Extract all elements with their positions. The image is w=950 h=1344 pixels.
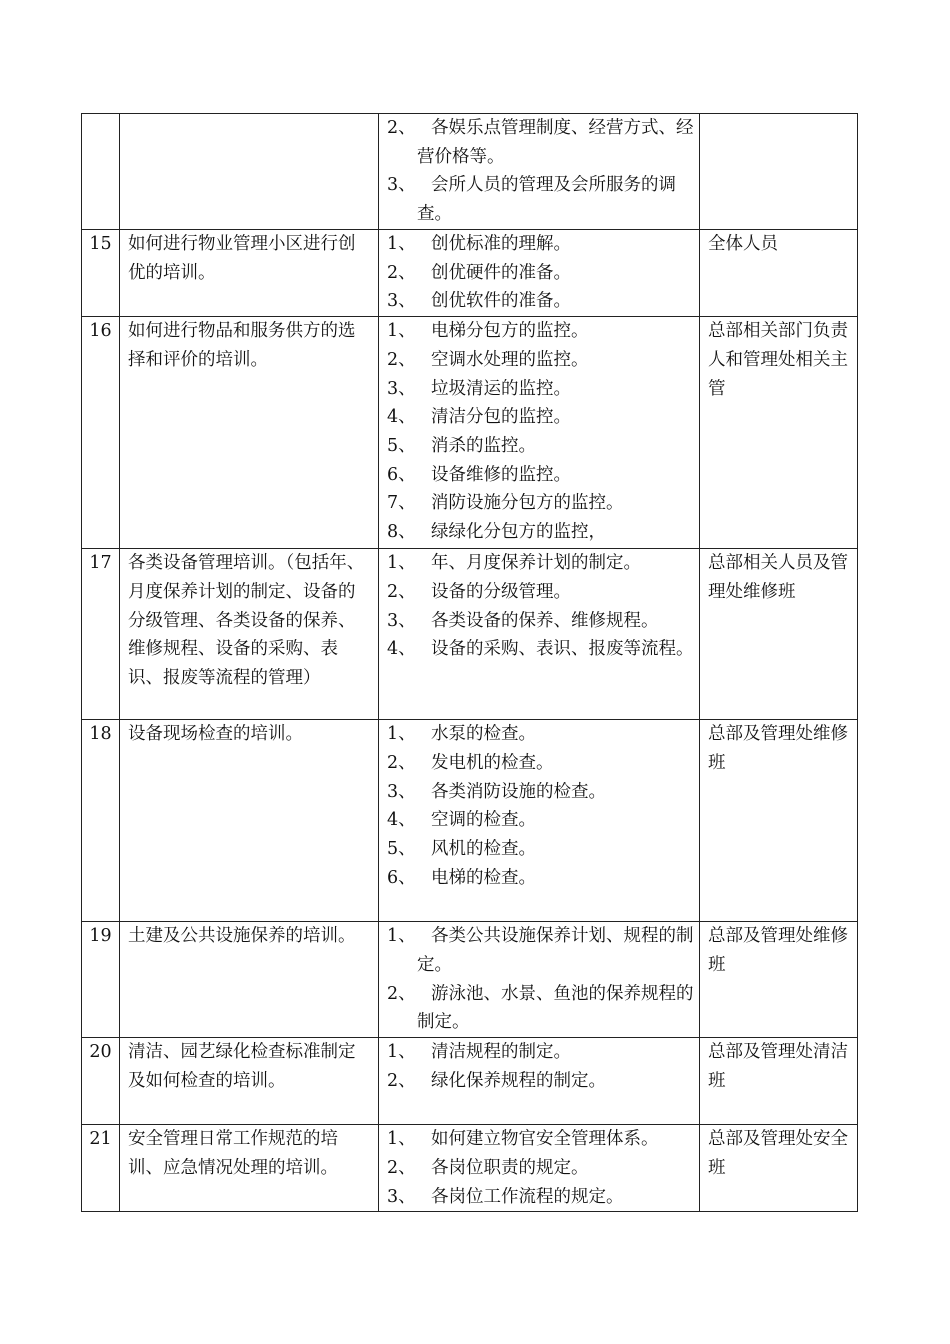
row-number: 16 (82, 317, 120, 549)
list-item (387, 489, 695, 518)
training-topic-cell (120, 1038, 379, 1125)
training-content-cell (379, 720, 700, 922)
list-item (387, 1125, 695, 1154)
list-item (387, 922, 695, 979)
training-content-cell (379, 230, 700, 317)
responsible-cell (700, 1125, 858, 1212)
item-text: 各类公共设施保养计划、规程的制定。 (417, 926, 694, 975)
list-item (387, 720, 695, 749)
row-number: 20 (82, 1038, 120, 1125)
table-row (82, 549, 858, 720)
item-number: 2、 (387, 983, 416, 1004)
item-number: 2、 (387, 752, 416, 773)
item-number: 3、 (387, 291, 416, 312)
list-item (387, 1154, 695, 1183)
responsible-party: 总部及管理处清洁班 (708, 1042, 848, 1091)
item-text: 设备的分级管理。 (431, 581, 571, 602)
list-item (387, 259, 695, 288)
row-number: 21 (82, 1125, 120, 1212)
training-topic-cell (120, 720, 379, 922)
item-number: 4、 (387, 810, 416, 831)
list-item (387, 518, 695, 547)
responsible-cell (700, 549, 858, 720)
responsible-cell (700, 1038, 858, 1125)
item-number: 6、 (387, 464, 416, 485)
responsible-party: 总部及管理处维修班 (708, 926, 848, 975)
item-text: 各类消防设施的检查。 (431, 781, 606, 802)
responsible-party: 全体人员 (708, 234, 778, 254)
list-item (387, 432, 695, 461)
item-number: 1、 (387, 553, 416, 574)
item-number: 7、 (387, 493, 416, 514)
table-row (82, 114, 858, 230)
list-item (387, 317, 695, 346)
item-text: 清洁分包的监控。 (431, 407, 571, 428)
list-item (387, 835, 695, 864)
item-text: 各岗位职责的规定。 (431, 1157, 589, 1178)
responsible-cell (700, 922, 858, 1038)
table-row (82, 1038, 858, 1125)
training-topic: 安全管理日常工作规范的培训、应急情况处理的培训。 (128, 1129, 338, 1178)
item-number: 4、 (387, 407, 416, 428)
item-number: 2、 (387, 349, 416, 370)
training-content-cell (379, 549, 700, 720)
item-number: 3、 (387, 1186, 416, 1207)
item-number: 2、 (387, 1157, 416, 1178)
responsible-party: 总部相关部门负责人和管理处相关主管 (708, 321, 848, 399)
item-text: 绿化保养规程的制定。 (431, 1070, 606, 1091)
item-number: 1、 (387, 1129, 416, 1150)
row-number: 18 (82, 720, 120, 922)
training-content-cell (379, 114, 700, 230)
item-text: 创优硬件的准备。 (431, 262, 571, 283)
training-content-cell (379, 317, 700, 549)
table-body (82, 114, 858, 1212)
list-item (387, 1067, 695, 1096)
training-content-cell (379, 1038, 700, 1125)
item-text: 创优标准的理解。 (431, 234, 571, 254)
item-text: 各娱乐点管理制度、经营方式、经营价格等。 (417, 118, 694, 167)
list-item (387, 578, 695, 607)
responsible-cell (700, 230, 858, 317)
row-number: 17 (82, 549, 120, 720)
item-text: 游泳池、水景、鱼池的保养规程的制定。 (417, 983, 694, 1033)
item-text: 设备的采购、表识、报废等流程。 (431, 639, 694, 660)
item-text: 消杀的监控。 (431, 435, 536, 456)
responsible-cell (700, 720, 858, 922)
item-text: 风机的检查。 (431, 838, 536, 859)
responsible-party: 总部及管理处维修班 (708, 724, 848, 773)
table-row (82, 922, 858, 1038)
item-number: 2、 (387, 1070, 416, 1091)
item-text: 消防设施分包方的监控。 (431, 493, 624, 514)
training-topic-cell (120, 922, 379, 1038)
item-number: 3、 (387, 175, 416, 196)
row-number (82, 114, 120, 230)
table-row (82, 1125, 858, 1212)
training-topic: 土建及公共设施保养的培训。 (128, 926, 356, 947)
item-number: 1、 (387, 1042, 416, 1063)
item-text: 年、月度保养计划的制定。 (431, 553, 641, 574)
training-content-cell (379, 922, 700, 1038)
item-number: 5、 (387, 838, 416, 859)
item-text: 各岗位工作流程的规定。 (431, 1186, 624, 1207)
item-text: 电梯分包方的监控。 (431, 321, 589, 342)
training-topic-cell (120, 1125, 379, 1212)
list-item (387, 346, 695, 375)
list-item (387, 549, 695, 578)
responsible-party: 总部及管理处安全班 (708, 1129, 848, 1178)
list-item (387, 403, 695, 432)
training-topic: 如何进行物品和服务供方的选择和评价的培训。 (128, 321, 356, 370)
item-number: 4、 (387, 639, 416, 660)
item-text: 清洁规程的制定。 (431, 1042, 571, 1063)
item-number: 6、 (387, 867, 416, 888)
training-plan-table (81, 113, 858, 1212)
list-item (387, 114, 695, 171)
list-item (387, 1183, 695, 1212)
item-text: 如何建立物官安全管理体系。 (431, 1129, 659, 1150)
item-number: 1、 (387, 724, 416, 745)
item-text: 会所人员的管理及会所服务的调查。 (417, 175, 676, 225)
training-topic-cell (120, 549, 379, 720)
training-content-cell (379, 1125, 700, 1212)
item-number: 3、 (387, 781, 416, 802)
row-number: 15 (82, 230, 120, 317)
list-item (387, 607, 695, 636)
item-number: 5、 (387, 435, 416, 456)
training-topic-cell (120, 317, 379, 549)
list-item (387, 980, 695, 1037)
list-item (387, 171, 695, 228)
item-text: 水泵的检查。 (431, 724, 536, 745)
list-item (387, 749, 695, 778)
item-text: 创优软件的准备。 (431, 291, 571, 312)
list-item (387, 778, 695, 807)
item-number: 2、 (387, 118, 416, 138)
training-topic: 如何进行物业管理小区进行创优的培训。 (128, 234, 356, 283)
table-row (82, 317, 858, 549)
item-number: 2、 (387, 262, 416, 283)
list-item (387, 230, 695, 259)
item-text: 发电机的检查。 (431, 752, 554, 773)
list-item (387, 287, 695, 316)
item-number: 3、 (387, 610, 416, 631)
training-topic-cell (120, 230, 379, 317)
item-text: 绿绿化分包方的监控， (431, 522, 606, 543)
list-item (387, 864, 695, 893)
training-topic-cell (120, 114, 379, 230)
item-number: 8、 (387, 522, 416, 543)
responsible-party: 总部相关人员及管理处维修班 (708, 553, 848, 602)
training-topic: 设备现场检查的培训。 (128, 724, 303, 745)
item-text: 电梯的检查。 (431, 867, 536, 888)
row-number: 19 (82, 922, 120, 1038)
item-number: 1、 (387, 321, 416, 342)
list-item (387, 1038, 695, 1067)
item-number: 3、 (387, 378, 416, 399)
item-text: 设备维修的监控。 (431, 464, 571, 485)
item-text: 空调的检查。 (431, 810, 536, 831)
responsible-cell (700, 114, 858, 230)
training-topic: 各类设备管理培训。（包括年、月度保养计划的制定、设备的分级管理、各类设备的保养、维修规程、设备的采购、表识、报废等流程的管理） (128, 553, 365, 688)
list-item (387, 461, 695, 490)
responsible-cell (700, 317, 858, 549)
item-number: 2、 (387, 581, 416, 602)
item-number: 1、 (387, 234, 416, 254)
item-text: 垃圾清运的监控。 (431, 378, 571, 399)
item-number: 1、 (387, 926, 416, 947)
list-item (387, 806, 695, 835)
item-text: 空调水处理的监控。 (431, 349, 589, 370)
item-text: 各类设备的保养、维修规程。 (431, 610, 659, 631)
list-item (387, 635, 695, 664)
list-item (387, 375, 695, 404)
table-row (82, 720, 858, 922)
training-topic: 清洁、园艺绿化检查标准制定及如何检查的培训。 (128, 1042, 356, 1091)
table-row (82, 230, 858, 317)
